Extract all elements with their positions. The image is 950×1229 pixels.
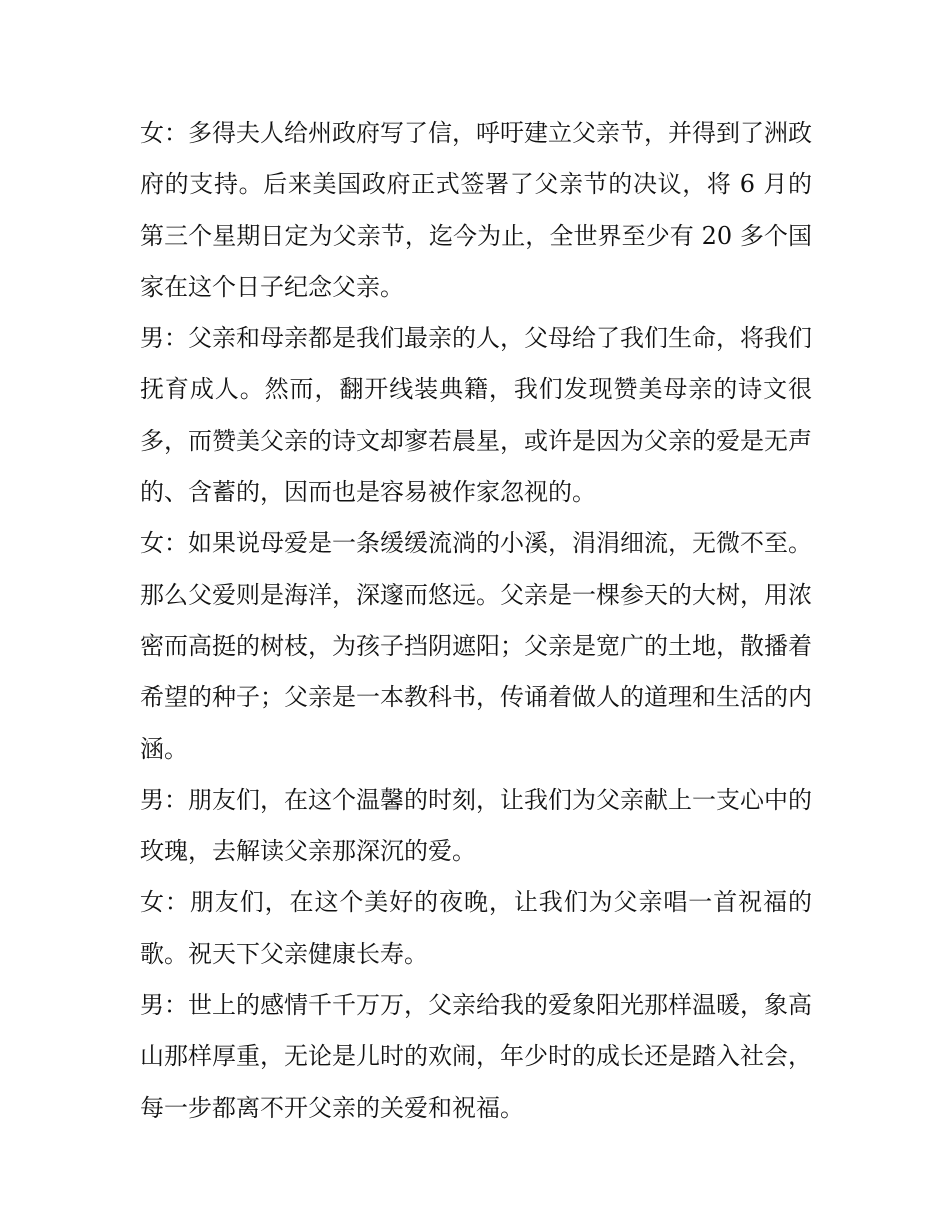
dialogue-paragraph-female-3: 女：朋友们，在这个美好的夜晚，让我们为父亲唱一首祝福的歌。祝天下父亲健康长寿。 <box>140 888 812 968</box>
dialogue-paragraph-male-1: 男：父亲和母亲都是我们最亲的人，父母给了我们生命，将我们抚育成人。然而，翻开线装典籍，我们发现赞美母亲的诗文很多，而赞美父亲的诗文却寥若晨星，或许是因为父亲的爱是无声的、含蓄的，因而也是容易被作家忽视的。 <box>140 324 812 507</box>
dialogue-paragraph-male-3: 男：世上的感情千千万万，父亲给我的爱象阳光那样温暖，象高山那样厚重，无论是儿时的欢闹，年少时的成长还是踏入社会，每一步都离不开父亲的关爱和祝福。 <box>140 991 812 1122</box>
dialogue-paragraph-male-2: 男：朋友们，在这个温馨的时刻，让我们为父亲献上一支心中的玫瑰，去解读父亲那深沉的爱。 <box>140 785 812 866</box>
document-body <box>140 108 812 1134</box>
dialogue-paragraph-female-1: 女：多得夫人给州政府写了信，呼吁建立父亲节，并得到了洲政府的支持。后来美国政府正式签署了父亲节的决议，将 6 月的第三个星期日定为父亲节，迄今为止，全世界至少有 20 多个国家在这个日子纪念父亲。 <box>140 119 812 301</box>
dialogue-paragraph-female-2: 女：如果说母爱是一条缓缓流淌的小溪，涓涓细流，无微不至。那么父爱则是海洋，深邃而悠远。父亲是一棵参天的大树，用浓密而高挺的树枝，为孩子挡阴遮阳；父亲是宽广的土地，散播着希望的种子；父亲是一本教科书，传诵着做人的道理和生活的内涵。 <box>140 529 812 763</box>
